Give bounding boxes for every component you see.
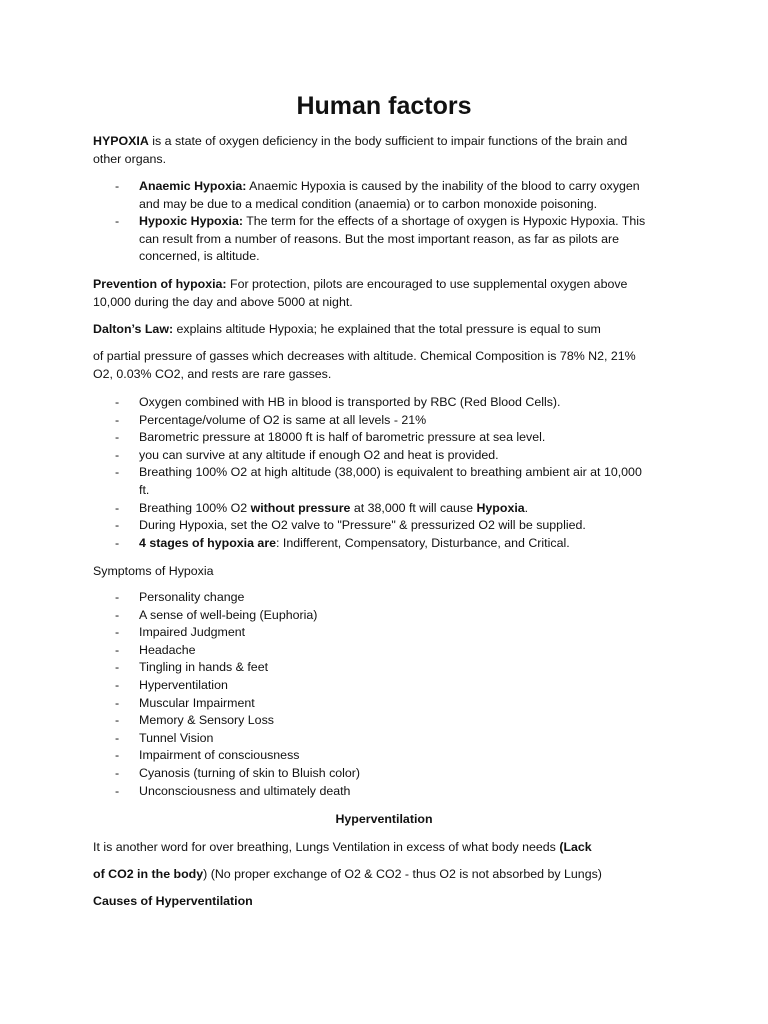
list-dash: - <box>115 590 120 604</box>
list-item: - Hypoxic Hypoxia: The term for the effects of a shortage of oxygen is Hypoxic Hypoxia. This can result from a number of reasons. But the most important reason, as far as pilots are concerned, is altitude. <box>115 214 646 264</box>
hyperventilation-line-2: of CO2 in the body) (No proper exchange of O2 & CO2 - thus O2 is not absorbed by Lungs) <box>93 867 602 881</box>
prevention-paragraph: Prevention of hypoxia: For protection, pilots are encouraged to use supplemental oxygen above 10,000 during the day and above 5000 at night. <box>93 277 628 309</box>
page-title: Human factors <box>296 92 472 120</box>
hypoxia-intro-line-1: HYPOXIA is a state of oxygen deficiency in the body sufficient to impair functions of the brain and <box>93 134 628 148</box>
list-dash: - <box>115 430 120 445</box>
hypoxic-hypoxia-term: Hypoxic Hypoxia: <box>139 214 243 229</box>
list-item: - Breathing 100% O2 at high altitude (38,000) is equivalent to breathing ambient air at 10,000 ft. <box>115 465 642 497</box>
list-item: - you can survive at any altitude if enough O2 and heat is provided. <box>93 447 683 465</box>
list-dash: - <box>115 677 120 692</box>
list-dash: - <box>115 625 120 640</box>
list-dash: - <box>115 535 120 550</box>
list-item: - Muscular Impairment <box>93 695 683 713</box>
composition-paragraph: of partial pressure of gasses which decreases with altitude. Chemical Composition is 78% N2, 21% O2, 0.03% CO2, and rests are rare gasses. <box>93 349 636 381</box>
daltons-law-paragraph: Dalton’s Law: explains altitude Hypoxia; he explained that the total pressure is equal to sum <box>93 322 601 336</box>
list-dash: - <box>115 607 120 622</box>
hypoxia-intro <box>93 133 678 168</box>
list-item: - Cyanosis (turning of skin to Bluish color) <box>93 765 683 783</box>
hypoxia-types-list <box>93 178 683 266</box>
list-item: - Anaemic Hypoxia: Anaemic Hypoxia is caused by the inability of the blood to carry oxygen and may be due to a medical condition (anaemia) or to carbon monoxide poisoning. <box>115 179 640 211</box>
list-item: - 4 stages of hypoxia are: Indifferent, Compensatory, Disturbance, and Critical. <box>93 535 683 553</box>
list-item: - Barometric pressure at 18000 ft is half of barometric pressure at sea level. <box>93 429 683 447</box>
oxygen-facts-list <box>93 394 683 552</box>
list-dash: - <box>115 713 120 728</box>
list-dash: - <box>115 695 120 710</box>
list-dash: - <box>115 518 120 533</box>
hypoxia-intro-line-2: other organs. <box>93 151 167 166</box>
list-item: - Impaired Judgment <box>93 624 683 642</box>
list-dash: - <box>115 660 120 675</box>
list-item: - Tunnel Vision <box>93 730 683 748</box>
list-dash: - <box>115 748 120 763</box>
anaemic-hypoxia-term: Anaemic Hypoxia: <box>139 179 247 193</box>
list-item: - Oxygen combined with HB in blood is transported by RBC (Red Blood Cells). <box>93 394 683 412</box>
list-item: - During Hypoxia, set the O2 valve to "Pressure" & pressurized O2 will be supplied. <box>93 517 683 535</box>
list-dash: - <box>115 500 120 515</box>
list-item: - Hyperventilation <box>93 677 683 695</box>
list-dash: - <box>115 783 120 798</box>
prevention-term: Prevention of hypoxia: <box>93 277 227 291</box>
list-item: - Headache <box>93 642 683 660</box>
daltons-law-term: Dalton’s Law: <box>93 322 174 336</box>
list-item: - Tingling in hands & feet <box>93 659 683 677</box>
list-dash: - <box>115 730 120 745</box>
hypoxia-term: HYPOXIA <box>93 134 149 148</box>
list-dash: - <box>115 765 120 780</box>
hyperventilation-heading: Hyperventilation <box>335 812 433 826</box>
list-item: - Personality change <box>93 589 683 607</box>
symptoms-list <box>93 589 683 800</box>
symptoms-heading: Symptoms of Hypoxia <box>93 564 214 578</box>
list-dash: - <box>115 447 120 462</box>
list-dash: - <box>115 179 120 193</box>
list-dash: - <box>115 642 120 657</box>
list-item: - Impairment of consciousness <box>93 747 683 765</box>
list-dash: - <box>115 465 120 480</box>
list-item: - A sense of well-being (Euphoria) <box>93 607 683 625</box>
list-item: - Memory & Sensory Loss <box>93 712 683 730</box>
list-item: - Breathing 100% O2 without pressure at 38,000 ft will cause Hypoxia. <box>93 500 683 518</box>
list-item: - Unconsciousness and ultimately death <box>93 783 683 801</box>
list-dash: - <box>115 395 120 409</box>
causes-heading: Causes of Hyperventilation <box>93 894 253 908</box>
hyperventilation-line-1: It is another word for over breathing, Lungs Ventilation in excess of what body needs (Lack <box>93 840 592 854</box>
list-dash: - <box>115 412 120 427</box>
list-item: - Percentage/volume of O2 is same at all levels - 21% <box>93 412 683 430</box>
list-dash: - <box>115 214 120 229</box>
